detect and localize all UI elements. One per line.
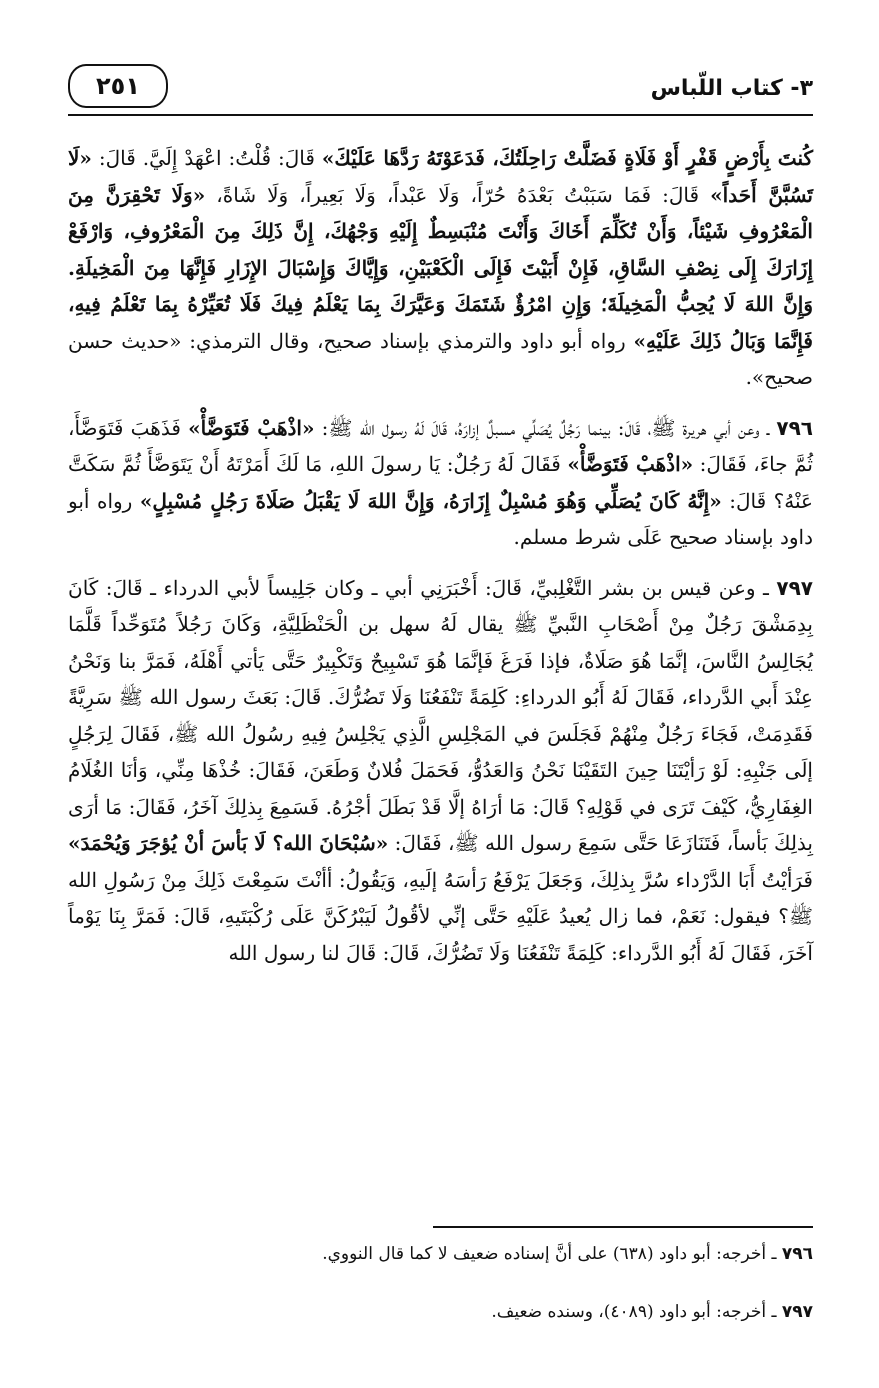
prophet-quote: «اذْهَبْ فَتَوَضَّأْ» (188, 415, 315, 440)
footnote-number: ٧٩٧ (781, 1302, 813, 1322)
narration-text: فَذَهَبَ فَتَوَضَّأَ، ثُمَّ جاءَ، فَقَالَ: (68, 415, 813, 476)
narration-text: فَرَأيْتُ أَبَا الدَّرْداء سُرَّ بِذلِكَ، وَجَعَلَ يَرْفَعُ رَأسَهُ إلَيهِ، وَيَقُولُ: أأنْتَ سَمِعْتَ ذَلِكَ مِنْ رَسُولِ الله ﷺ؟ فيقول: نَعَمْ، فما زال يُعيدُ عَلَيْهِ حَتَّى إنِّي لأقُولُ لَيَبْرُكَنَّ عَلَى رُكْبَتَيهِ، قَالَ: فَمَرَّ بِنَا يَوْماً آخَرَ، فَقَالَ لَهُ أَبُو الدَّرداء: كَلِمَةً تَنْفَعُنَا وَلَا تَضُرُّكَ، قَالَ: قَالَ لنا رسول الله (68, 867, 813, 965)
footnote-796 (68, 1240, 813, 1268)
hadith-797 (68, 570, 813, 972)
chapter-title: ٣- كتاب اللّباس (650, 76, 813, 101)
narration-text: قَالَ: قُلْتُ: اعْهَدْ إِلَيَّ. قَالَ: (91, 146, 322, 170)
footnote-number: ٧٩٦ (781, 1244, 813, 1264)
narration-text: رواه أبو داود والترمذي بإسناد صحيح، وقال الترمذي: «حديث حسن صحيح». (68, 328, 813, 389)
main-text (68, 140, 813, 985)
hadith-number: ٧٩٦ (776, 415, 813, 440)
narration-text: ـ وعن قيس بن بشر التَّغْلِبيِّ، قَالَ: أَخْبَرَنِي أبي ـ وكان جَلِيساً لأبي الدرداء ـ قَالَ: كَانَ بِدِمَشْقَ رَجُلٌ مِنْ أَصْحَابِ النَّبيِّ ﷺ يقال لَهُ سهل بن الْحَنْظَلِيَّةِ، وَكَانَ رَجُلاً مُتَوَحِّداً قَلَّمَا يُجَالِسُ النَّاسَ، إنَّمَا هُوَ صَلَاةٌ، فإذا فَرَغَ فَإنَّمَا هُوَ تَسْبِيحٌ وَتَكْبِيرٌ حَتَّى يَأتي أَهْلَهُ، فَمَرَّ بنا وَنَحْنُ عِنْدَ أَبي الدَّرداء، فَقَالَ لَهُ أَبُو الدرداءِ: كَلِمَةً تَنْفَعُنَا وَلَا تَضُرُّكَ. قَالَ: بَعَثَ رسول الله ﷺ سَرِيَّةً فَقَدِمَتْ، فَجَاءَ رَجُلٌ مِنْهُمْ فَجَلَسَ في المَجْلِسِ الَّذِي يَجْلِسُ فِيهِ رسُولُ الله ﷺ، فَقَالَ لِرَجُلٍ إلَى جَنْبِهِ: لَوْ رَأيْتَنَا حِينَ التَقَيْنَا نَحْنُ وَالعَدُوُّ، فَحَمَلَ فُلانٌ وَطَعَنَ، فَقَالَ: خُذْهَا مِنِّي، وَأنَا الغُلَامُ الغِفَارِيُّ، كَيْفَ تَرَى في قَوْلِهِ؟ قَالَ: مَا أرَاهُ إلَّا قَدْ بَطَلَ أجْرُهُ. فَسَمِعَ بِذلِكَ آخَرُ، فَقَالَ: مَا أرَى بِذلِكَ بَأساً، فَتَنَازَعَا حَتَّى سَمِعَ رسول الله ﷺ، فَقَالَ: (68, 575, 814, 855)
prophet-quote: «إِنَّهُ كَانَ يُصَلِّي وَهُوَ مُسْبِلٌ إِزَارَهُ، وَإِنَّ اللهَ لَا يَقْبَلُ صَلَاةَ رَجُلٍ مُسْبِلٍ» (139, 488, 722, 513)
prophet-quote: كُنتَ بِأَرْضٍ قَفْرٍ أَوْ فَلَاةٍ فَضَلَّتْ رَاحِلَتُكَ، فَدَعَوْتَهُ رَدَّهَا عَلَيْكَ» (321, 146, 814, 170)
footnote-797 (68, 1298, 813, 1326)
footnote-text: ـ أخرجه: أبو داود (٦٣٨) على أنَّ إسناده ضعيف لا كما قال النووي. (322, 1244, 782, 1264)
narration-text: فَقَالَ لَهُ رَجُلٌ: يَا رسولَ اللهِ، مَا لَكَ أَمَرْتَهُ أَنْ يَتَوَضَّأَ ثُمَّ سَكَتَّ عَنْهُ؟ قَالَ: (68, 452, 813, 513)
narration-text: قَالَ: فَمَا سَبَبْتُ بَعْدَهُ حُرّاً، وَلَا عَبْداً، وَلَا بَعِيراً، وَلَا شَاةً، (205, 182, 711, 207)
hadith-number: ٧٩٧ (776, 575, 813, 600)
hadith-796 (68, 410, 813, 556)
prophet-quote: «لَا تَسُبَّنَّ أَحَداً» (68, 146, 813, 207)
footnote-text: ـ أخرجه: أبو داود (٤٠٨٩)، وسنده ضعيف. (491, 1302, 782, 1322)
prophet-quote: «سُبْحَانَ الله؟ لَا بَأسَ أنْ يُؤجَرَ وَيُحْمَدَ» (68, 831, 389, 855)
narration-text: ـ وعن أبي هريرة ﷺ، قَالَ: بينما رَجُلٌ يُصَلِّي مسبلٌ إزارَهُ، قَالَ لَهُ رسول الله ﷺ: (314, 415, 777, 440)
narration-text: رواه أبو داود بإسناد صحيح عَلَى شرط مسلم. (68, 488, 813, 549)
header-divider (68, 114, 813, 116)
page-number: ٢٥١ (68, 64, 168, 108)
footnote-divider (433, 1226, 813, 1228)
footnotes (68, 1240, 813, 1356)
prophet-quote: «وَلَا تَحْقِرَنَّ مِنَ الْمَعْرُوفِ شَيْئاً، وَأَنْ تُكَلِّمَ أَخَاكَ وَأَنْتَ مُنْبَسِطٌ إِلَيْهِ وَجْهُكَ، إِنَّ ذَلِكَ مِنَ الْمَعْرُوفِ، وَارْفَعْ إِزَارَكَ إِلَى نِصْفِ السَّاقِ، فَإِنْ أَبَيْتَ فَإِلَى الْكَعْبَيْنِ، وَإِيَّاكَ وَإِسْبَالَ الإِزَارِ فَإِنَّهَا مِنَ الْمَخِيلَةِ. وَإِنَّ اللهَ لَا يُحِبُّ الْمَخِيلَةَ؛ وَإِنِ امْرُؤٌ شَتَمَكَ وَعَيَّرَكَ بِمَا يَعْلَمُ فِيكَ فَلَا تُعَيِّرْهُ بِمَا تَعْلَمُ فِيهِ، فَإِنَّمَا وَبَالُ ذَلِكَ عَلَيْهِ» (68, 182, 813, 353)
page-header (68, 62, 813, 112)
prophet-quote: «اذْهَبْ فَتَوَضَّأْ» (567, 452, 694, 476)
intro-paragraph (68, 140, 813, 396)
